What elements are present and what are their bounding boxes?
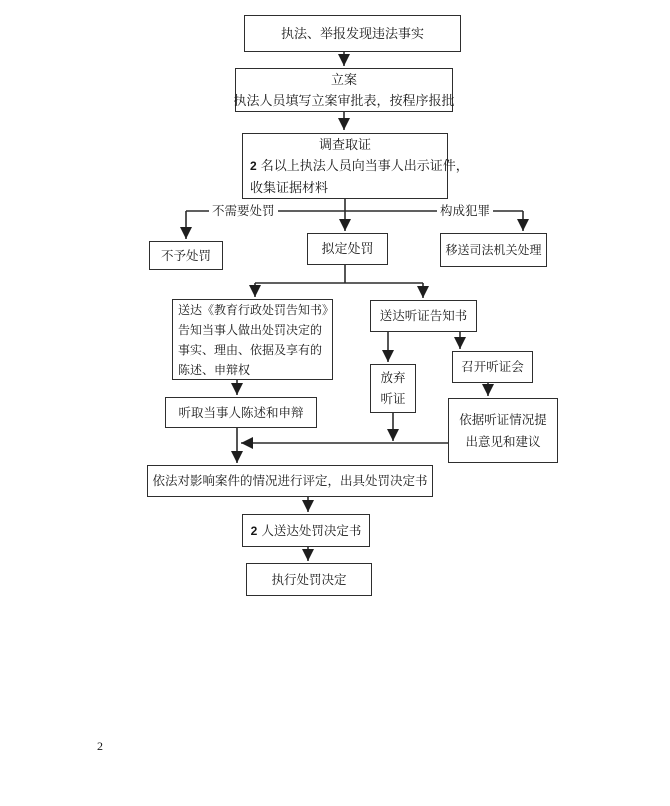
node-line2: 出意见和建议: [465, 434, 541, 449]
flow-node-waive-hearing: [370, 364, 416, 413]
node-line2: 告知当事人做出处罚决定的: [178, 322, 323, 337]
flow-node-execute-decision: [246, 563, 372, 596]
node-line1: 依据听证情况提: [459, 412, 547, 427]
node-line4: 陈述、申辩权: [178, 362, 251, 377]
node-line2: 听证: [380, 391, 406, 406]
flow-node-deliver-decision: [242, 514, 370, 547]
flow-node-transfer-judicial: [440, 233, 547, 267]
flow-node-penalty-notice: [172, 299, 333, 380]
node-title: 调查取证: [318, 137, 371, 152]
node-label: 执法、举报发现违法事实: [280, 25, 424, 41]
page-number: 2: [97, 739, 103, 753]
flow-node-case-filing: [235, 68, 453, 112]
node-label: 2 人送达处罚决定书: [250, 523, 362, 538]
node-line1: 放弃: [380, 370, 406, 385]
flow-node-assess-issue-decision: [147, 465, 433, 497]
node-label: 拟定处罚: [321, 241, 374, 256]
node-label: 听取当事人陈述和申辩: [178, 405, 304, 420]
flow-node-listen-statement: [165, 397, 317, 428]
node-title: 立案: [330, 72, 357, 87]
node-label: 移送司法机关处理: [445, 243, 542, 257]
node-label: 召开听证会: [461, 360, 524, 374]
flow-node-no-penalty: [149, 241, 223, 270]
flow-node-hearing-opinion: [448, 398, 558, 463]
officer-count: 2: [250, 159, 257, 173]
node-line1: 送达《教育行政处罚告知书》: [178, 302, 335, 317]
flow-node-draft-penalty: [307, 233, 388, 265]
node-desc-line1: 2 名以上执法人员向当事人出示证件，: [250, 158, 469, 173]
flow-node-report-violation: [244, 15, 461, 52]
deliverer-count: 2: [250, 523, 258, 538]
node-desc-line2: 收集证据材料: [250, 180, 329, 195]
node-label: 送达听证告知书: [379, 309, 468, 323]
node-label: 依法对影响案件的情况进行评定，出具处罚决定书: [152, 474, 428, 488]
node-desc: 执法人员填写立案审批表，按程序报批: [233, 93, 455, 108]
node-label: 执行处罚决定: [271, 572, 347, 587]
node-line3: 事实、理由、依据及享有的: [178, 342, 323, 357]
flow-node-hold-hearing: [452, 351, 533, 383]
node-label: 不予处罚: [160, 248, 211, 263]
flow-node-investigation: [242, 133, 469, 199]
branch-label-constitutes-crime: 构成犯罪: [437, 204, 493, 219]
branch-label-no-penalty-needed: 不需要处罚: [209, 204, 278, 219]
flow-node-hearing-notice: [370, 300, 477, 332]
